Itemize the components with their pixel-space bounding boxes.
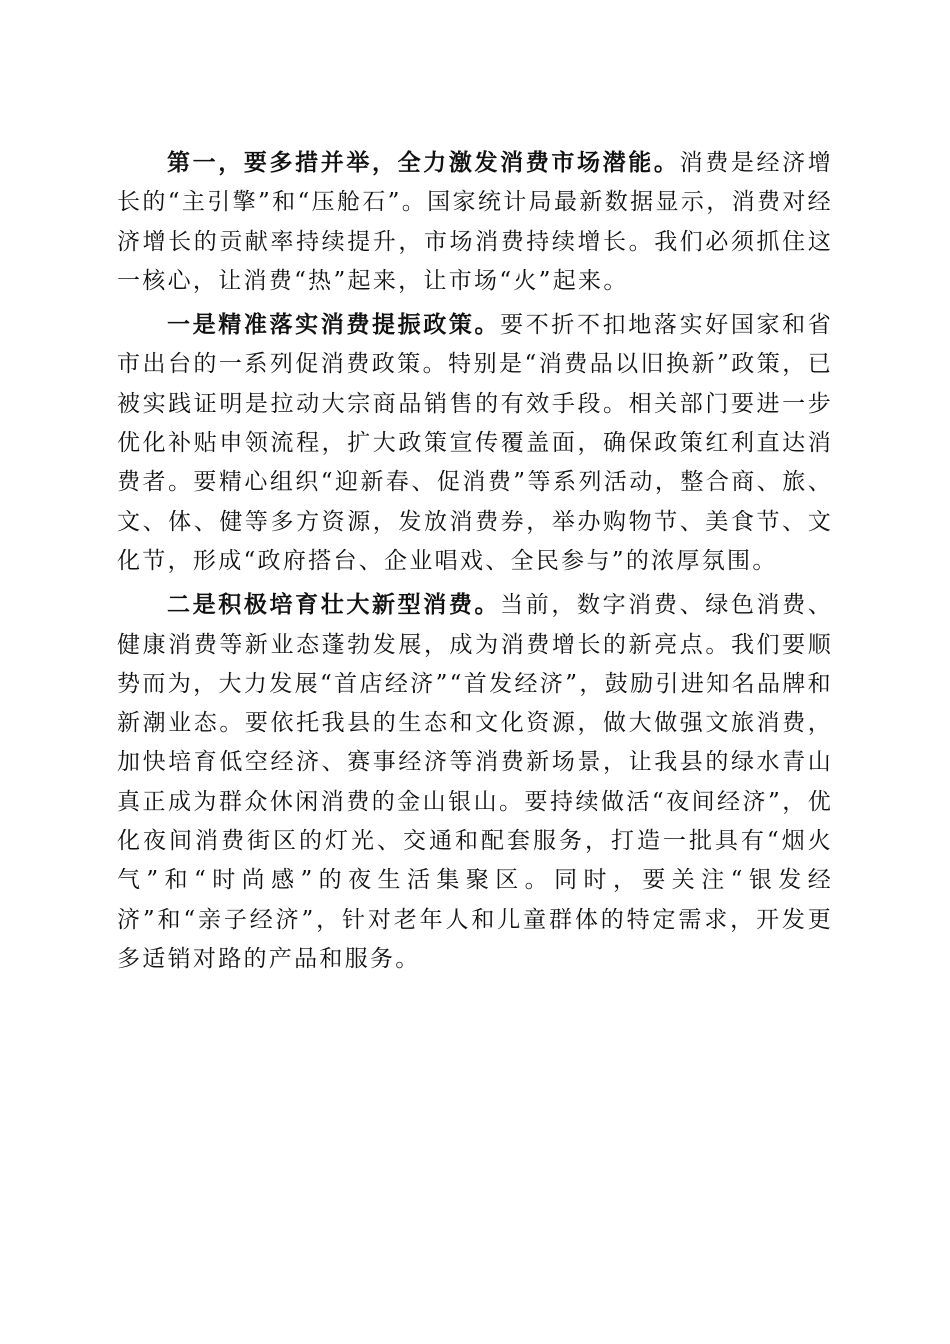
paragraph-3-heading: 二是积极培育壮大新型消费。 xyxy=(167,591,501,619)
paragraph-1-body: 消费是经济增长的“主引擎”和“压舱石”。国家统计局最新数据显示，消费对经济增长的贡献率持续提升，市场消费持续增长。我们必须抓住这一核心，让消费“热”起来，让市场“火”起来。 xyxy=(117,150,833,294)
paragraph-2 xyxy=(117,305,833,581)
paragraph-1-heading: 第一，要多措并举，全力激发消费市场潜能。 xyxy=(167,149,680,176)
paragraph-2-heading: 一是精准落实消费提振政策。 xyxy=(167,311,501,339)
paragraph-3-body: 当前，数字消费、绿色消费、健康消费等新业态蓬勃发展，成为消费增长的新亮点。我们要顺势而为，大力发展“首店经济”“首发经济”，鼓励引进知名品牌和新潮业态。要依托我县的生态和文化资源，做大做强文旅消费，加快培育低空经济、赛事经济等消费新场景，让我县的绿水青山真正成为群众休闲消费的金山银山。要持续做活“夜间经济”，优化夜间消费街区的灯光、交通和配套服务，打造一批具有“烟火气”和“时尚感”的夜生活集聚区。同时，要关注“银发经济”和“亲子经济”，针对老年人和儿童群体的特定需求，开发更多适销对路的产品和服务。 xyxy=(117,592,834,972)
document-page xyxy=(117,143,833,983)
paragraph-2-body: 要不折不扣地落实好国家和省市出台的一系列促消费政策。特别是“消费品以旧换新”政策，已被实践证明是拉动大宗商品销售的有效手段。相关部门要进一步优化补贴申领流程，扩大政策宣传覆盖面，确保政策红利直达消费者。要精心组织“迎新春、促消费”等系列活动，整合商、旅、文、体、健等多方资源，发放消费券，举办购物节、美食节、文化节，形成“政府搭台、企业唱戏、全民参与”的浓厚氛围。 xyxy=(117,312,834,574)
paragraph-1 xyxy=(117,143,833,301)
paragraph-3 xyxy=(117,585,833,979)
